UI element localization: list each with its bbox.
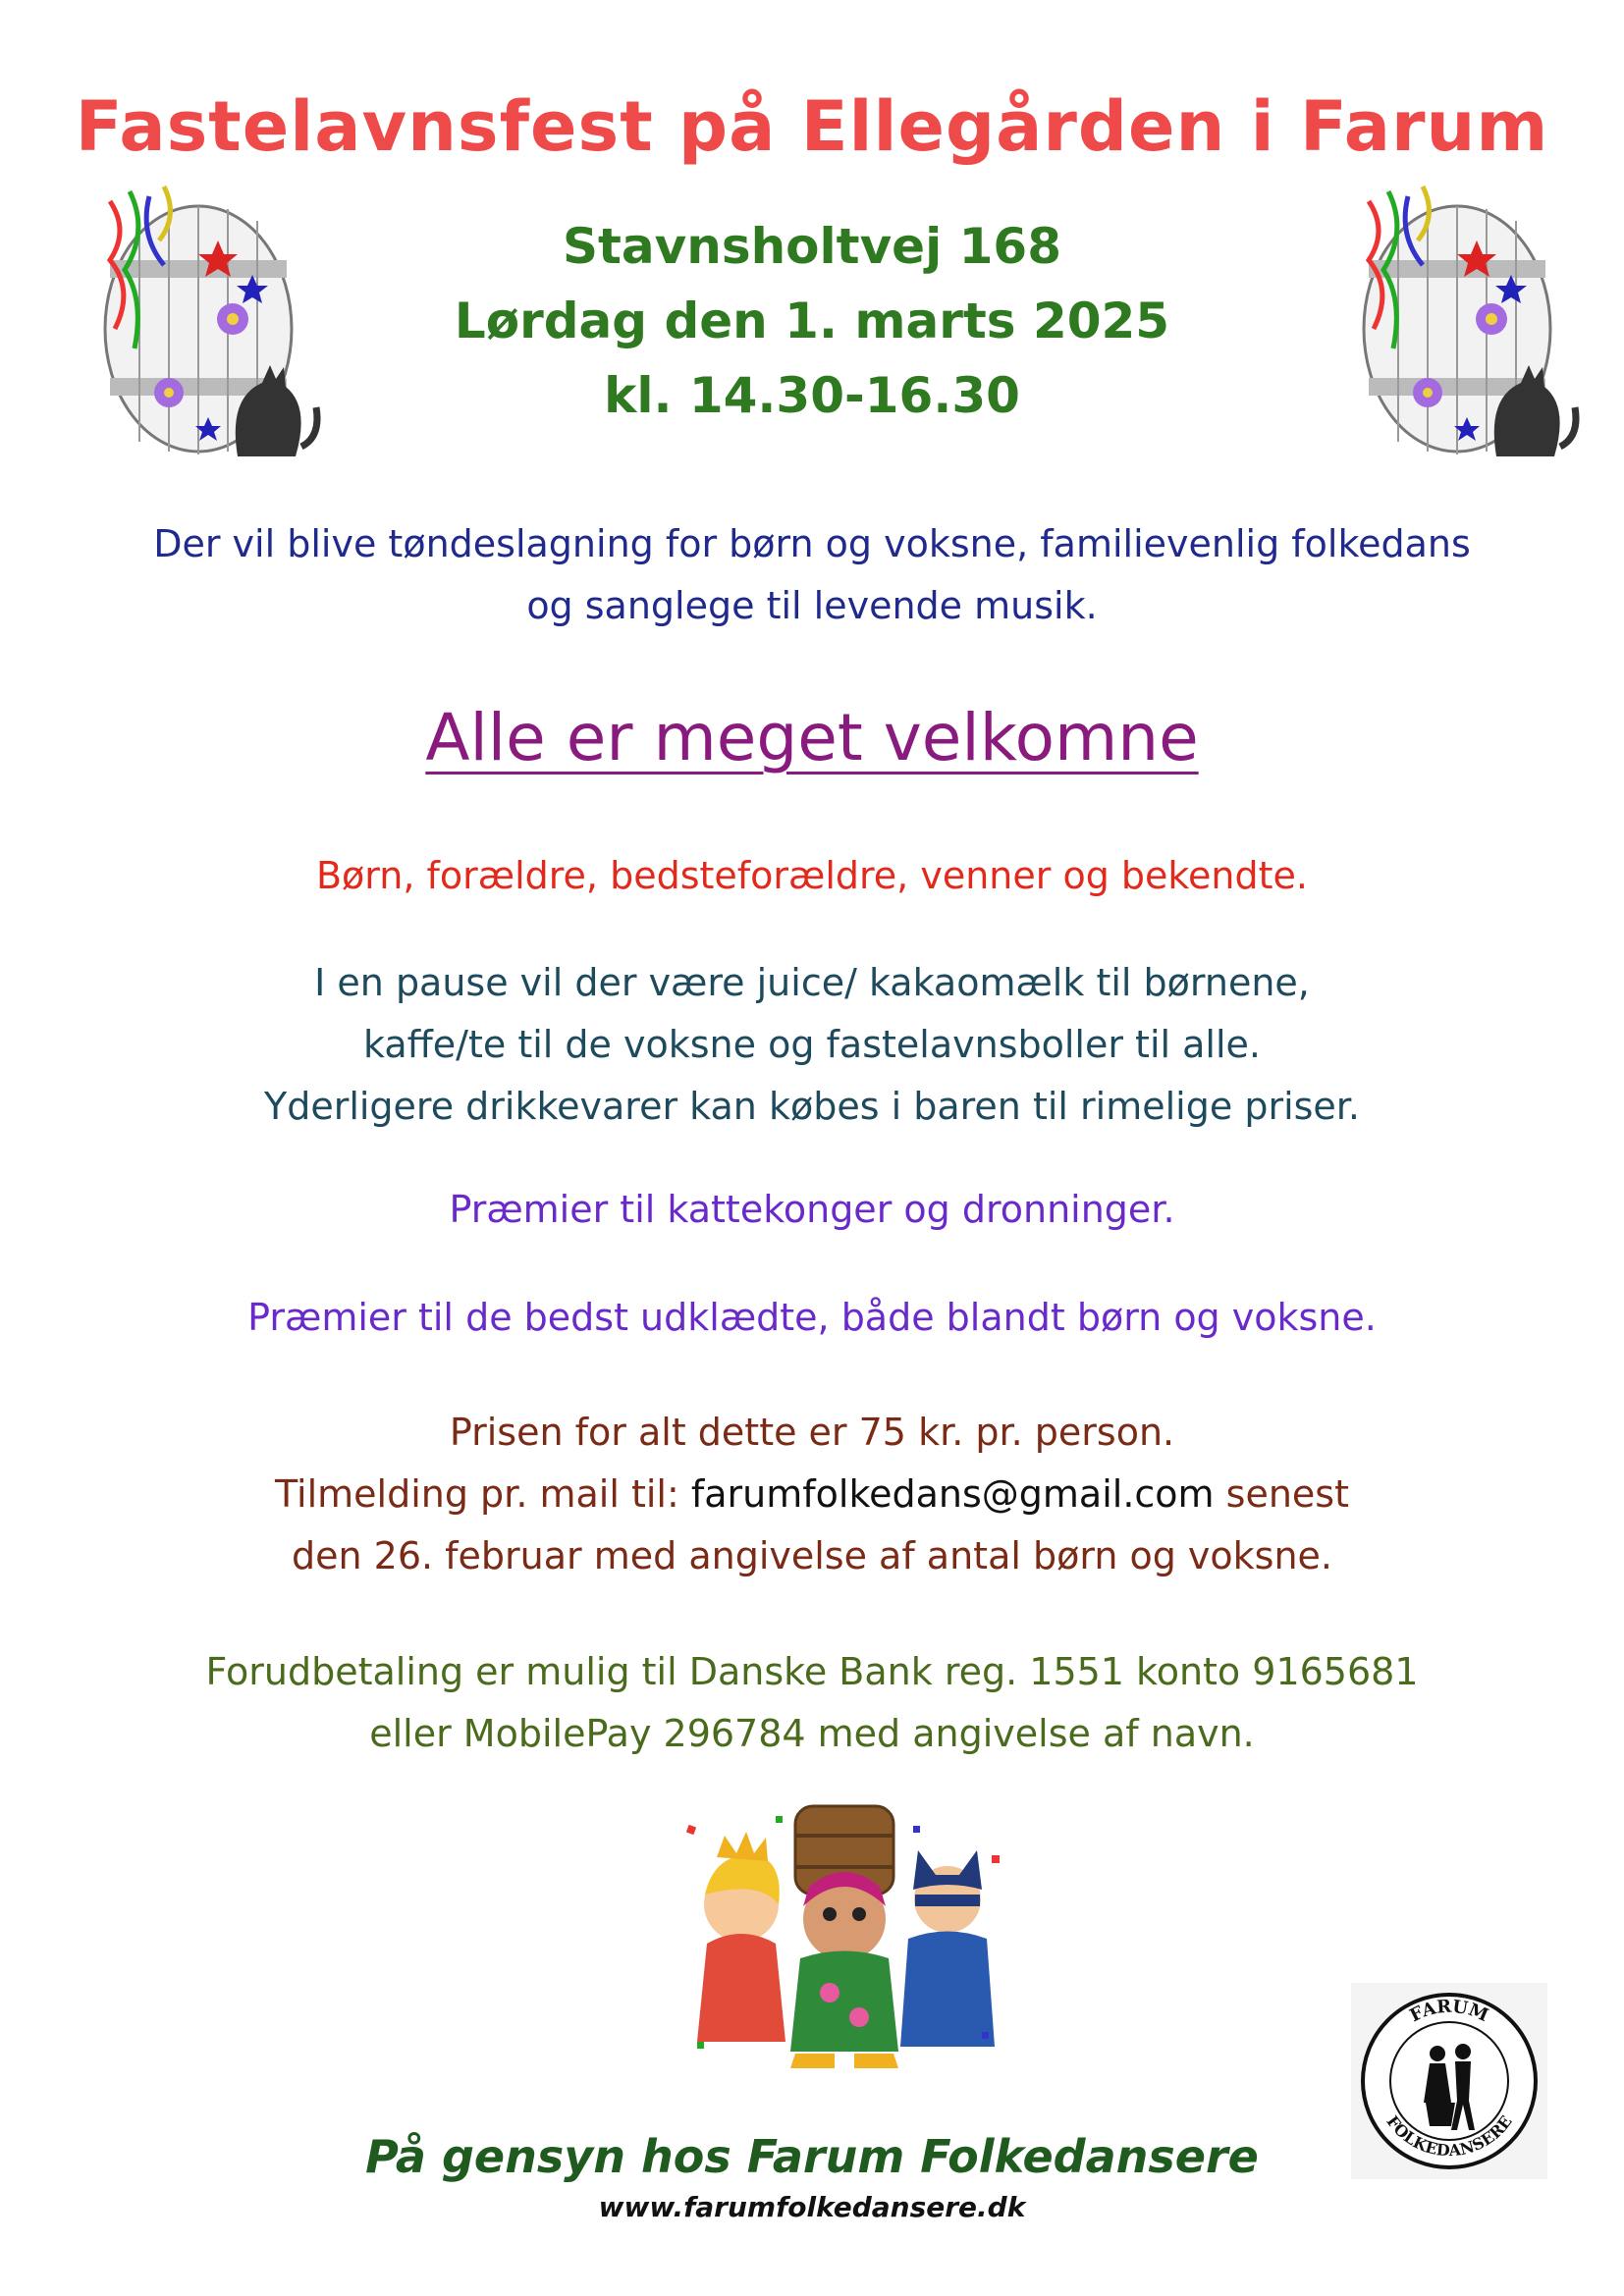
payment-line: Forudbetaling er mulig til Danske Bank reg. 1551 konto 9165681: [205, 1650, 1419, 1693]
refreshments-line: kaffe/te til de voksne og fastelavnsboller til alle.: [362, 1023, 1262, 1066]
logo-top-text: FARUM: [1406, 1996, 1491, 2027]
website-link[interactable]: www.farumfolkedansere.dk: [598, 2191, 1026, 2223]
intro-line: Der vil blive tøndeslagning for børn og voksne, familievenlig folkedans: [153, 522, 1471, 565]
logo-bottom-text: FOLKEDANSERE: [1382, 2111, 1516, 2161]
price-registration-text: [0, 1402, 1624, 1587]
payment-text: [0, 1641, 1624, 1765]
deadline-line: den 26. februar med angivelse af antal børn og voksne.: [291, 1534, 1333, 1577]
registration-suffix: senest: [1225, 1472, 1349, 1516]
barrel-illustration-left: [71, 182, 326, 461]
intro-text: [0, 513, 1624, 637]
intro-line: og sanglege til levende musik.: [526, 584, 1098, 627]
email-link[interactable]: farumfolkedans@gmail.com: [690, 1472, 1215, 1516]
page-title: Fastelavnsfest på Ellegården i Farum: [75, 86, 1549, 167]
payment-line: eller MobilePay 296784 med angivelse af navn.: [369, 1712, 1255, 1755]
prize-kings-text: Præmier til kattekonger og dronninger.: [449, 1188, 1175, 1231]
welcome-heading: [0, 700, 1624, 775]
price-line: Prisen for alt dette er 75 kr. pr. person.: [449, 1411, 1175, 1454]
barrel-illustration-right: [1329, 182, 1585, 461]
event-time: kl. 14.30-16.30: [604, 367, 1020, 424]
event-address: Stavnsholtvej 168: [562, 218, 1061, 275]
refreshments-line: Yderligere drikkevarer kan købes i baren til rimelige priser.: [263, 1085, 1361, 1128]
costumed-children-illustration: [668, 1796, 1021, 2071]
audience-text: Børn, forældre, bedsteforældre, venner og bekendte.: [315, 854, 1308, 897]
event-date: Lørdag den 1. marts 2025: [454, 293, 1170, 349]
footer-greeting: På gensyn hos Farum Folkedansere: [365, 2130, 1259, 2183]
registration-line: [0, 1464, 1624, 1525]
refreshments-text: [0, 952, 1624, 1138]
refreshments-line: I en pause vil der være juice/ kakaomælk til børnene,: [314, 961, 1310, 1004]
registration-prefix: Tilmelding pr. mail til:: [274, 1472, 679, 1516]
prize-costumes-text: Præmier til de bedst udklædte, både blandt børn og voksne.: [247, 1296, 1377, 1339]
welcome-text: Alle er meget velkomne: [425, 700, 1199, 775]
